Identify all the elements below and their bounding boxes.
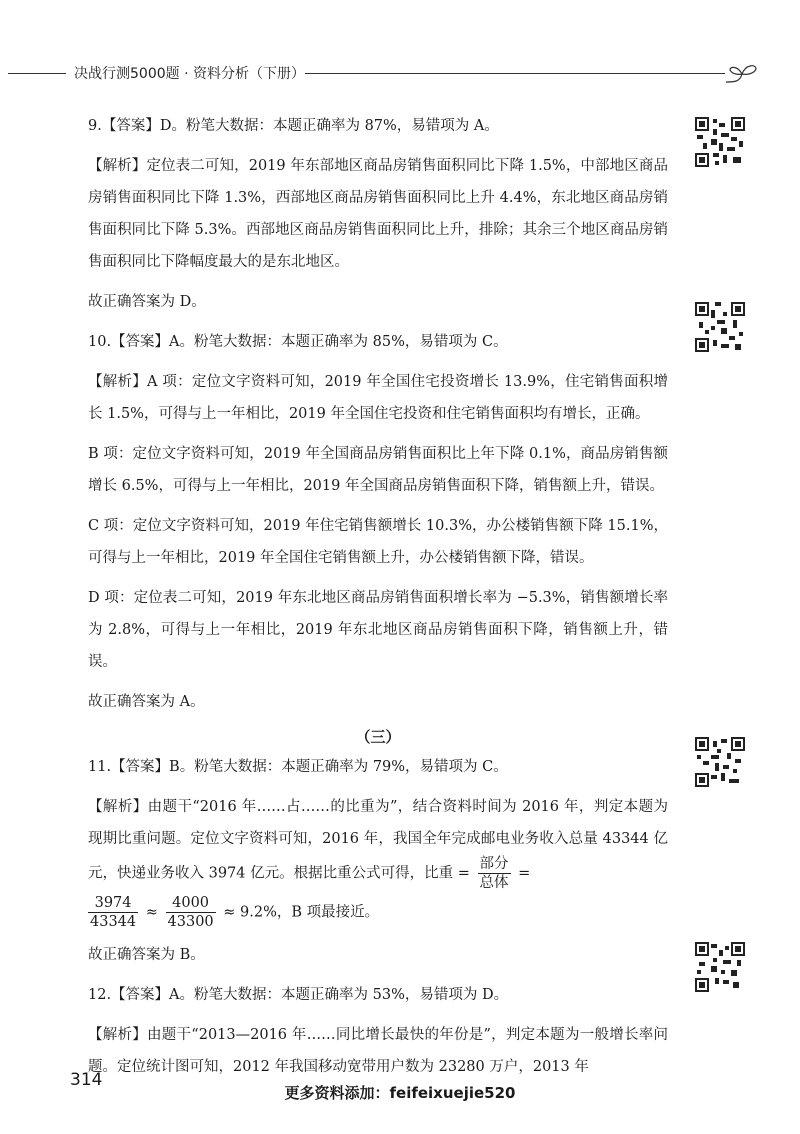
q11-analysis — [88, 791, 668, 892]
q12-answer: 12.【答案】A。粉笔大数据：本题正确率为 53%，易错项为 D。 — [88, 987, 509, 1003]
equals-sign: = — [518, 865, 531, 882]
header-title: 决战行测5000题 · 资料分析（下册） — [74, 66, 305, 82]
qr-code-icon[interactable] — [695, 737, 745, 787]
q9-conclusion: 故正确答案为 D。 — [88, 294, 206, 310]
q10-answer: 10.【答案】A。粉笔大数据：本题正确率为 85%，易错项为 C。 — [88, 334, 508, 350]
q11-answer: 11.【答案】B。粉笔大数据：本题正确率为 79%，易错项为 C。 — [88, 759, 508, 775]
fraction — [88, 894, 138, 931]
running-header — [0, 60, 800, 88]
fraction — [478, 855, 511, 892]
header-rule-left — [8, 73, 66, 74]
fraction-numerator: 部分 — [479, 856, 509, 872]
approx-sign: ≈ — [145, 904, 158, 921]
q10-analysis-b: B 项：定位文字资料可知，2019 年全国商品房销售面积比上年下降 0.1%，商品房销售额增长 6.5%，可得与上一年相比，2019 年全国商品房销售面积下降，销售额上升，错误。 — [88, 446, 668, 494]
page-number: 314 — [70, 1070, 103, 1090]
q11-conclusion: 故正确答案为 B。 — [88, 947, 205, 963]
sprout-icon — [724, 60, 760, 88]
main-content — [88, 110, 668, 1091]
q10-analysis-a: 【解析】A 项：定位文字资料可知，2019 年全国住宅投资增长 13.9%，住宅销售面积增长 1.5%，可得与上一年相比，2019 年全国住宅投资和住宅销售面积均有增长，正确。 — [88, 374, 668, 422]
q11-analysis-text: 【解析】由题干“2016 年……占……的比重为”，结合资料时间为 2016 年，判定本题为现期比重问题。定位文字资料可知，2016 年，我国全年完成邮电业务收入总量 43344 亿元，快递业务收入 3974 亿元。根据比重公式可得，比重 = — [88, 799, 668, 882]
fraction-denominator: 总体 — [479, 875, 509, 891]
qr-code-icon[interactable] — [695, 942, 745, 992]
q10-analysis-c: C 项：定位文字资料可知，2019 年住宅销售额增长 10.3%，办公楼销售额下降 15.1%，可得与上一年相比，2019 年全国住宅销售额上升，办公楼销售额下降，错误。 — [88, 518, 668, 566]
fraction-numerator: 3974 — [88, 894, 138, 913]
fraction-denominator: 43344 — [90, 914, 137, 930]
q10-conclusion: 故正确答案为 A。 — [88, 694, 205, 710]
q9-analysis: 【解析】定位表二可知，2019 年东部地区商品房销售面积同比下降 1.5%，中部地区商品房销售面积同比下降 1.3%，西部地区商品房销售面积同比上升 4.4%，东北地区商品房销售面积同比下降 5.3%。西部地区商品房销售面积同比上升，排除；其余三个地区商品房销售面积同比下降幅度最大的是东北地区。 — [88, 158, 668, 270]
qr-code-icon[interactable] — [695, 117, 745, 167]
header-rule-right — [305, 73, 725, 74]
fraction-numerator: 4000 — [166, 894, 216, 913]
q12-analysis: 【解析】由题干“2013—2016 年……同比增长最快的年份是”，判定本题为一般增长率问题。定位统计图可知，2012 年我国移动宽带用户数为 23280 万户，2013 年 — [88, 1027, 668, 1075]
q11-result: ≈ 9.2%，B 项最接近。 — [223, 904, 380, 921]
q11-formula — [88, 894, 668, 931]
section-title: （三） — [355, 728, 401, 746]
q9-answer: 9.【答案】D。粉笔大数据：本题正确率为 87%，易错项为 A。 — [88, 118, 499, 134]
fraction-denominator: 43300 — [167, 914, 214, 930]
qr-code-icon[interactable] — [695, 302, 745, 352]
footer-text: 更多资料添加：feifeixuejie520 — [284, 1084, 516, 1102]
fraction — [166, 894, 216, 931]
q10-analysis-d: D 项：定位表二可知，2019 年东北地区商品房销售面积增长率为 −5.3%，销售额增长率为 2.8%，可得与上一年相比，2019 年东北地区商品房销售面积下降，销售额上升，错误。 — [88, 590, 668, 670]
